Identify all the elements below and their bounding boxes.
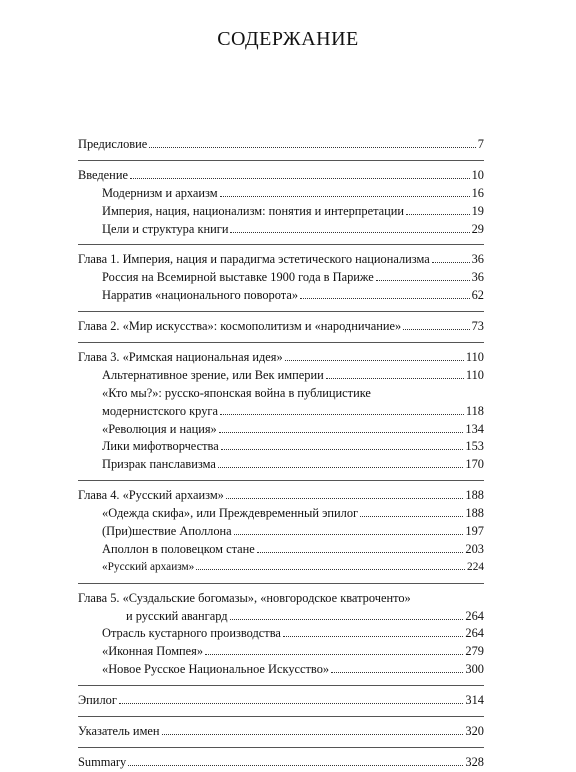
toc-entry-page: 7 [477, 137, 484, 151]
section-divider [78, 342, 484, 343]
toc-entry-title: Глава 4. «Русский архаизм» [78, 488, 224, 503]
toc-entry[interactable] [78, 287, 484, 305]
toc-entry-page: 203 [465, 541, 484, 556]
toc-entry-title: Призрак панславизма [102, 457, 216, 472]
section-divider [78, 480, 484, 481]
toc-leader-dots [119, 703, 464, 704]
toc-entry[interactable] [78, 185, 484, 203]
toc-entry-page: 62 [471, 288, 484, 303]
toc-leader-dots [130, 178, 470, 179]
toc-leader-dots [218, 467, 464, 468]
toc-leader-dots [360, 516, 463, 517]
toc-entry-page: 19 [471, 203, 484, 218]
toc-leader-dots [221, 449, 464, 450]
toc-entry-page: 153 [465, 439, 484, 454]
toc-entry-title: «Революция и нация» [102, 421, 217, 436]
toc-entry[interactable] [78, 487, 484, 505]
toc-leader-dots [162, 734, 464, 735]
toc-entry-title: Империя, нация, национализм: понятия и интерпретации [102, 203, 405, 218]
toc-entry-title: Глава 2. «Мир искусства»: космополитизм и «народничание» [78, 319, 402, 334]
toc-leader-dots [403, 329, 469, 330]
toc-entry-title: «Одежда скифа», или Преждевременный эпилог [102, 506, 359, 521]
toc-entry[interactable] [78, 318, 484, 336]
toc-entry-title: Глава 3. «Римская национальная идея» [78, 350, 283, 365]
table-of-contents [78, 136, 484, 772]
toc-entry[interactable] [78, 385, 484, 403]
toc-leader-dots [406, 214, 470, 215]
toc-entry[interactable] [78, 203, 484, 221]
toc-entry-title: «Иконная Помпея» [102, 644, 204, 659]
toc-leader-dots [196, 569, 465, 570]
toc-leader-dots [285, 360, 464, 361]
section-divider [78, 716, 484, 717]
toc-entry-title: Глава 5. «Суздальские богомазы», «новгородское кватроченто» [78, 590, 411, 605]
toc-entry-title: Альтернативное зрение, или Век империи [102, 367, 324, 382]
toc-entry-title: и русский авангард [126, 608, 228, 623]
toc-entry[interactable] [78, 559, 484, 577]
section-divider [78, 160, 484, 161]
section-divider [78, 583, 484, 584]
toc-entry[interactable] [78, 723, 484, 741]
toc-leader-dots [326, 378, 464, 379]
section-divider [78, 244, 484, 245]
toc-leader-dots [234, 534, 464, 535]
toc-entry-page: 73 [471, 319, 484, 334]
toc-entry-title: «Кто мы?»: русско-японская война в публицистике [102, 385, 371, 400]
toc-entry-title: Отрасль кустарного производства [102, 626, 281, 641]
toc-entry-title: Цели и структура книги [102, 221, 229, 236]
toc-leader-dots [220, 414, 464, 415]
toc-entry-page: 320 [465, 724, 484, 739]
toc-entry[interactable] [78, 349, 484, 367]
toc-entry-page: 36 [471, 270, 484, 285]
toc-leader-dots [300, 298, 470, 299]
toc-entry-title: «Новое Русское Национальное Искусство» [102, 662, 330, 677]
toc-entry-title: Summary [78, 754, 127, 769]
toc-leader-dots [219, 432, 464, 433]
toc-entry[interactable] [78, 625, 484, 643]
toc-entry-title: (При)шествие Аполлона [102, 524, 232, 539]
toc-entry-title: Нарратив «национального поворота» [102, 288, 299, 303]
toc-entry-title: «Русский архаизм» [102, 560, 195, 573]
toc-entry-page: 300 [465, 662, 484, 677]
toc-entry-page: 110 [465, 350, 484, 365]
toc-leader-dots [205, 654, 463, 655]
toc-entry[interactable] [78, 590, 484, 608]
section-divider [78, 685, 484, 686]
toc-entry-page: 110 [465, 367, 484, 382]
toc-leader-dots [331, 672, 463, 673]
toc-leader-dots [283, 636, 464, 637]
page-title: СОДЕРЖАНИЕ [217, 28, 359, 50]
toc-entry-page: 188 [465, 506, 484, 521]
toc-entry-page: 314 [465, 693, 484, 708]
toc-leader-dots [432, 262, 470, 263]
toc-entry-page: 197 [465, 524, 484, 539]
toc-entry[interactable] [78, 269, 484, 287]
toc-entry-page: 134 [465, 421, 484, 436]
toc-leader-dots [257, 552, 464, 553]
toc-entry[interactable] [78, 754, 484, 772]
toc-entry-title: Глава 1. Империя, нация и парадигма эстетического национализма [78, 252, 430, 267]
toc-entry[interactable] [78, 221, 484, 239]
toc-entry-title: Предисловие [78, 137, 148, 151]
toc-leader-dots [376, 280, 470, 281]
toc-entry-page: 16 [471, 185, 484, 200]
toc-entry[interactable] [78, 608, 484, 626]
toc-entry-title: Введение [78, 167, 128, 182]
toc-entry[interactable] [78, 367, 484, 385]
toc-entry-title: Россия на Всемирной выставке 1900 года в Париже [102, 270, 374, 285]
toc-entry-page: 264 [465, 626, 484, 641]
toc-entry-page: 279 [465, 644, 484, 659]
section-divider [78, 747, 484, 748]
toc-entry-page: 118 [465, 403, 484, 418]
toc-leader-dots [230, 232, 469, 233]
toc-entry-page: 29 [471, 221, 484, 236]
toc-entry-page: 328 [465, 754, 484, 769]
toc-entry-title: Эпилог [78, 693, 117, 708]
toc-entry-title: Аполлон в половецком стане [102, 541, 255, 556]
toc-entry-title: Указатель имен [78, 724, 160, 739]
toc-entry-page: 264 [465, 608, 484, 623]
toc-entry[interactable] [78, 403, 484, 421]
toc-entry[interactable] [78, 643, 484, 661]
toc-leader-dots [149, 147, 476, 148]
toc-entry[interactable] [78, 456, 484, 474]
toc-entry[interactable] [78, 438, 484, 456]
toc-entry-page: 36 [471, 252, 484, 267]
toc-leader-dots [128, 765, 463, 766]
toc-leader-dots [226, 498, 464, 499]
toc-leader-dots [230, 619, 464, 620]
toc-entry-page: 188 [465, 488, 484, 503]
section-divider [78, 311, 484, 312]
toc-entry-page: 10 [471, 167, 484, 182]
toc-entry[interactable] [78, 692, 484, 710]
toc-entry-title: Модернизм и архаизм [102, 185, 218, 200]
toc-entry[interactable] [78, 505, 484, 523]
toc-entry[interactable] [78, 541, 484, 559]
toc-entry[interactable] [78, 167, 484, 185]
toc-entry[interactable] [78, 523, 484, 541]
toc-entry-title: Лики мифотворчества [102, 439, 219, 454]
toc-entry[interactable] [78, 421, 484, 439]
toc-entry-title: модернистского круга [102, 403, 218, 418]
toc-entry[interactable] [78, 661, 484, 679]
toc-entry[interactable] [78, 136, 484, 154]
toc-leader-dots [220, 196, 470, 197]
toc-entry[interactable] [78, 251, 484, 269]
toc-entry-page: 224 [467, 560, 484, 573]
toc-entry-page: 170 [465, 457, 484, 472]
